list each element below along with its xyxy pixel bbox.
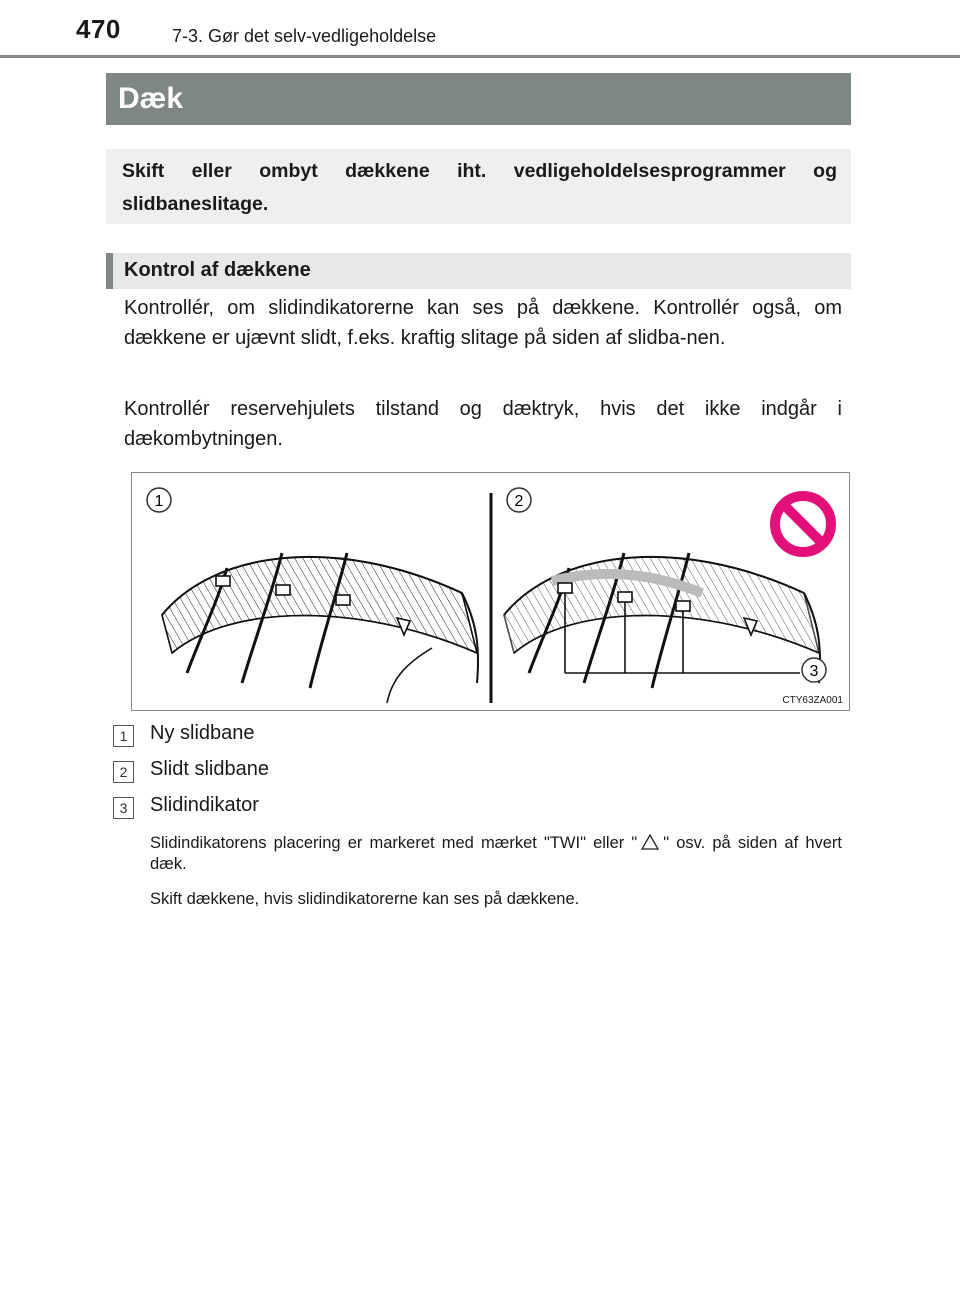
paragraph-1: Kontrollér, om slidindikatorerne kan ses på dækkene. Kontrollér også, om dækkene er ujævnt slidt, f.eks. kraftig slitage på siden af slidba-nen. xyxy=(124,297,842,349)
paragraph-2: Kontrollér reservehjulets tilstand og dæktryk, hvis det ikke indgår i dækombytningen. xyxy=(124,398,842,450)
legend-label: Slidt slidbane xyxy=(150,758,269,780)
section-title-bar xyxy=(106,73,851,125)
note-indicator-position xyxy=(150,833,842,875)
subsection-header xyxy=(106,253,851,289)
tire-tread-figure xyxy=(131,472,850,711)
intro-text: Skift eller ombyt dækkene iht. vedligeholdelsesprogrammer og slidbaneslitage. xyxy=(122,160,837,215)
worn-tread-tire xyxy=(504,553,820,688)
legend-label: Ny slidbane xyxy=(150,722,255,744)
subsection-title: Kontrol af dækkene xyxy=(124,259,311,281)
callout-1-label: 1 xyxy=(154,493,164,510)
figure-code: CTY63ZA001 xyxy=(782,695,843,706)
header-divider xyxy=(0,55,960,58)
legend-number: 1 xyxy=(113,725,134,747)
callout-3 xyxy=(802,658,826,682)
subsection-accent xyxy=(106,253,113,289)
prohibition-icon xyxy=(775,496,831,552)
new-tread-tire xyxy=(162,553,478,703)
note-1-text-start: Slidindikatorens placering er markeret med mærket "TWI" eller " xyxy=(150,834,638,852)
tire-illustration xyxy=(132,473,849,710)
callout-2-label: 2 xyxy=(514,493,524,510)
page-number: 470 xyxy=(76,14,121,44)
legend-number: 2 xyxy=(113,761,134,783)
callout-1 xyxy=(147,488,171,512)
legend-number: 3 xyxy=(113,797,134,819)
note-replace-tires: Skift dækkene, hvis slidindikatorerne kan ses på dækkene. xyxy=(150,890,580,908)
chapter-title: 7-3. Gør det selv-vedligeholdelse xyxy=(172,26,437,46)
callout-2 xyxy=(507,488,531,512)
section-title: Dæk xyxy=(118,82,184,115)
callout-3-label: 3 xyxy=(809,663,819,680)
intro-box xyxy=(106,149,851,224)
legend-label: Slidindikator xyxy=(150,794,259,816)
note-1-text-end: " osv. på siden af hvert dæk. xyxy=(150,834,843,873)
page-header xyxy=(0,0,960,60)
triangle-icon xyxy=(641,834,659,850)
